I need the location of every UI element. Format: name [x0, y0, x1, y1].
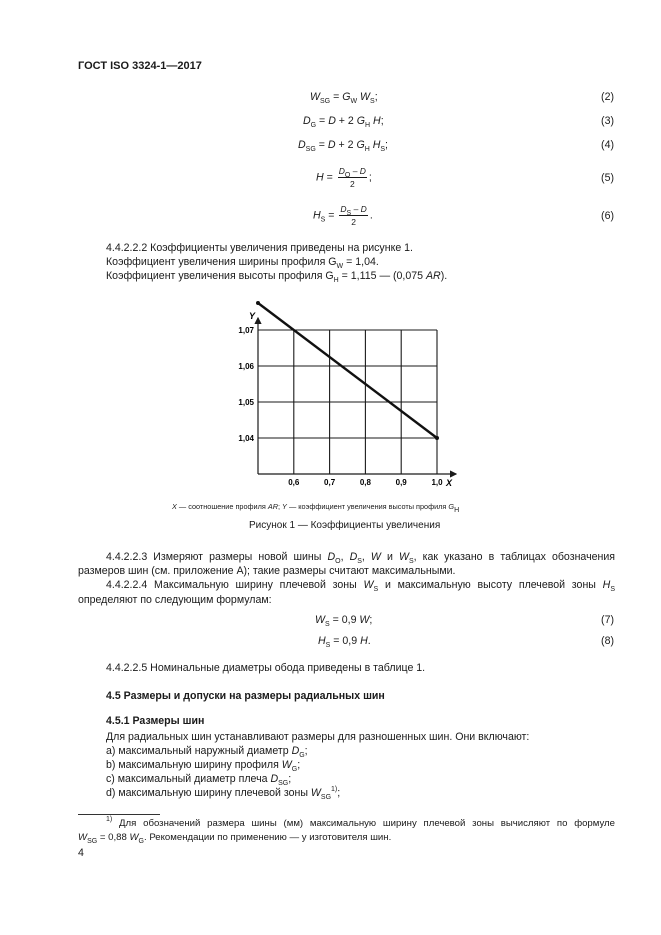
section-4-5-heading: 4.5 Размеры и допуски на размеры радиальных шин [106, 690, 385, 702]
x-tick-label: 0,9 [395, 478, 407, 487]
equation-number: (2) [601, 91, 614, 103]
y-tick-label: 1,07 [238, 326, 254, 335]
equation-number: (3) [601, 115, 614, 127]
document-header: ГОСТ ISO 3324-1—2017 [78, 60, 202, 72]
x-axis-label: X [446, 478, 453, 488]
equation-3: $D_G = D + 2$ $G_H$ H; (3) [303, 115, 614, 129]
para-4-4-2-2-4: 4.4.2.2.4 Максимальную ширину плечевой зоны $W_S$ и максимальную высоту плечевой зоны $H_S$ [106, 579, 615, 593]
para-4-4-2-2-4-cont: определяют по следующим формулам: [78, 594, 272, 606]
equation-number: (8) [601, 635, 614, 647]
series-line-gh [258, 303, 437, 438]
x-tick-label: 0,6 [288, 478, 300, 487]
width-coefficient-line: Коэффициент увеличения ширины профиля $G_W = 1,04$. [106, 256, 379, 270]
footnote-cont: $W_{SG} = 0,88$ $W_G$. Рекомендации по применению — у изготовителя шин. [78, 832, 392, 845]
para-4-4-2-2-2: 4.4.2.2.2 Коэффициенты увеличения приведены на рисунке 1. [106, 242, 413, 254]
footnote-separator [78, 814, 160, 815]
equation-5: H = $\frac{D_O - D}{2}$ ; (5) [316, 166, 614, 189]
para-4-4-2-2-5: 4.4.2.2.5 Номинальные диаметры обода приведены в таблице 1. [106, 662, 426, 674]
equation-number: (7) [601, 614, 614, 626]
equation-number: (6) [601, 210, 614, 222]
figure-caption: Рисунок 1 — Коэффициенты увеличения [249, 520, 441, 531]
y-tick-label: 1,04 [238, 434, 254, 443]
equation-number: (5) [601, 172, 614, 184]
data-point [256, 301, 260, 305]
list-item: a) максимальный наружный диаметр $D_G$; [106, 745, 308, 759]
y-tick-label: 1,05 [238, 398, 254, 407]
list-item: d) максимальную ширину плечевой зоны $W_{SG}^{1)}$; [106, 786, 341, 801]
para-4-4-2-2-3: 4.4.2.2.3 Измеряют размеры новой шины $D_O$, $D_S$, W и $W_S$, как указано в таблицах обозначения [106, 551, 615, 565]
equation-4: $D_{SG} = D + 2$ $G_H$ $H_S$; (4) [298, 139, 614, 153]
height-coefficient-line: Коэффициент увеличения высоты профиля $G_H = 1,115$ — (0,075 AR). [106, 270, 448, 284]
x-tick-label: 0,8 [359, 478, 371, 487]
page-number: 4 [78, 847, 84, 859]
x-tick-label: 0,7 [324, 478, 336, 487]
list-item: b) максимальную ширину профиля $W_G$; [106, 759, 301, 773]
para-4-4-2-2-3-cont: размеров шин (см. приложение А); такие размеры считают максимальными. [78, 565, 456, 577]
footnote: $^{1)}$ Для обозначений размера шины (мм) максимальную ширину плечевой зоны вычисляют по формуле [106, 816, 615, 829]
section-4-5-1-intro: Для радиальных шин устанавливают размеры для разношенных шин. Они включают: [106, 731, 530, 743]
equation-8: $H_S = 0,9$ H. (8) [318, 635, 614, 649]
x-tick-label: 1,0 [431, 478, 443, 487]
equation-2: $W_{SG} = G_W$ $W_S$; (2) [310, 91, 614, 105]
y-tick-label: 1,06 [238, 362, 254, 371]
section-4-5-1-heading: 4.5.1 Размеры шин [106, 715, 205, 727]
figure-legend: X — соотношение профиля AR; Y — коэффициент увеличения высоты профиля $G_H$ [172, 502, 460, 514]
equation-7: $W_S = 0,9$ W; (7) [315, 614, 614, 628]
equation-number: (4) [601, 139, 614, 151]
list-item: c) максимальный диаметр плеча $D_{SG}$; [106, 773, 292, 787]
chart-grid [258, 330, 437, 474]
data-point [435, 436, 439, 440]
equation-6: $H_S$ = $\frac{D_S - D}{2}$ . (6) [313, 204, 614, 227]
y-axis-label: Y [249, 311, 256, 321]
